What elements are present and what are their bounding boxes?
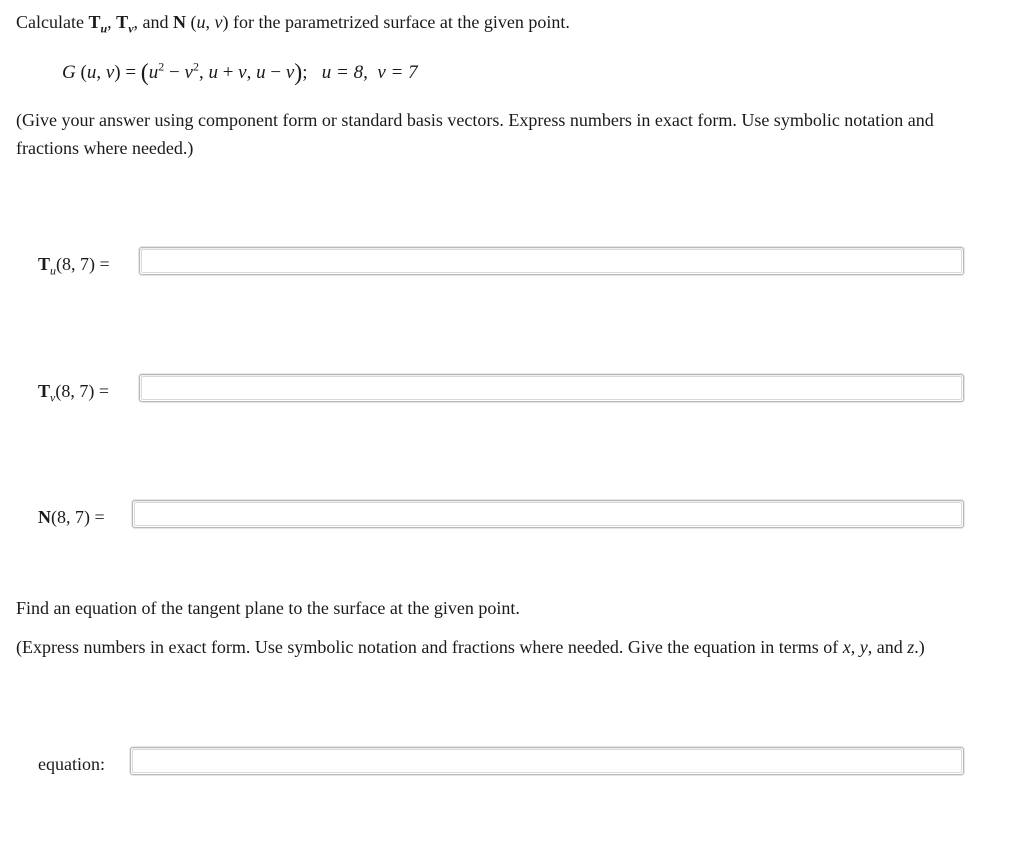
tu-label: $T_u(8$, 7) = bbox=[38, 254, 110, 278]
problem-intro: Calculate $T_u$, $T_v$, and N (u, v) for the parametrized surface at the given point. bbox=[16, 12, 570, 36]
instructions-line-2: fractions where needed.) bbox=[16, 138, 194, 158]
tangent-plane-title: Find an equation of the tangent plane to the surface at the given point. bbox=[16, 598, 520, 618]
given-point: u = 8, v = 7 bbox=[321, 62, 418, 83]
intro-and: and bbox=[142, 12, 169, 32]
answer-row-tv bbox=[0, 374, 1024, 408]
answer-row-n bbox=[0, 500, 1024, 534]
n-input[interactable] bbox=[132, 500, 964, 528]
answer-row-tu bbox=[0, 247, 1024, 281]
equation-label: equation: bbox=[38, 754, 105, 774]
var-z: z bbox=[907, 637, 915, 657]
tv-input[interactable] bbox=[139, 374, 964, 402]
intro-prefix: Calculate bbox=[16, 12, 84, 32]
tu-symbol: $T_u$ bbox=[88, 12, 108, 36]
tv-label: $T_v(8$, 7) = bbox=[38, 381, 109, 405]
var-y: y bbox=[859, 637, 868, 657]
n-symbol: N (u, v) bbox=[173, 12, 229, 32]
surface-formula: G (u, $v) = (u^2 - v^2$, u + v, u − v); u = 8, v = 7 bbox=[62, 59, 418, 86]
tu-input[interactable] bbox=[139, 247, 964, 275]
tangent-plane-instructions: (Express numbers in exact form. Use symbolic notation and fractions where needed. Give the equation in terms of x, y, and z.) bbox=[16, 637, 925, 657]
tp-instr-suffix: .) bbox=[914, 637, 925, 657]
n-label: N(8, 7) = bbox=[38, 507, 105, 527]
intro-suffix: for the parametrized surface at the given point. bbox=[233, 12, 570, 32]
var-x: x bbox=[842, 637, 851, 657]
tp-instr-prefix: (Express numbers in exact form. Use symbolic notation and fractions where needed. Give the equation in terms of bbox=[16, 637, 839, 657]
equation-input[interactable] bbox=[130, 747, 964, 775]
function-name: G bbox=[62, 62, 76, 83]
answer-row-equation bbox=[0, 747, 1024, 781]
instructions-line-1: (Give your answer using component form or standard basis vectors. Express numbers in exact form. Use symbolic notation and bbox=[16, 110, 934, 130]
tv-symbol: $T_v$ bbox=[116, 12, 134, 36]
tp-instr-and: and bbox=[876, 637, 903, 657]
